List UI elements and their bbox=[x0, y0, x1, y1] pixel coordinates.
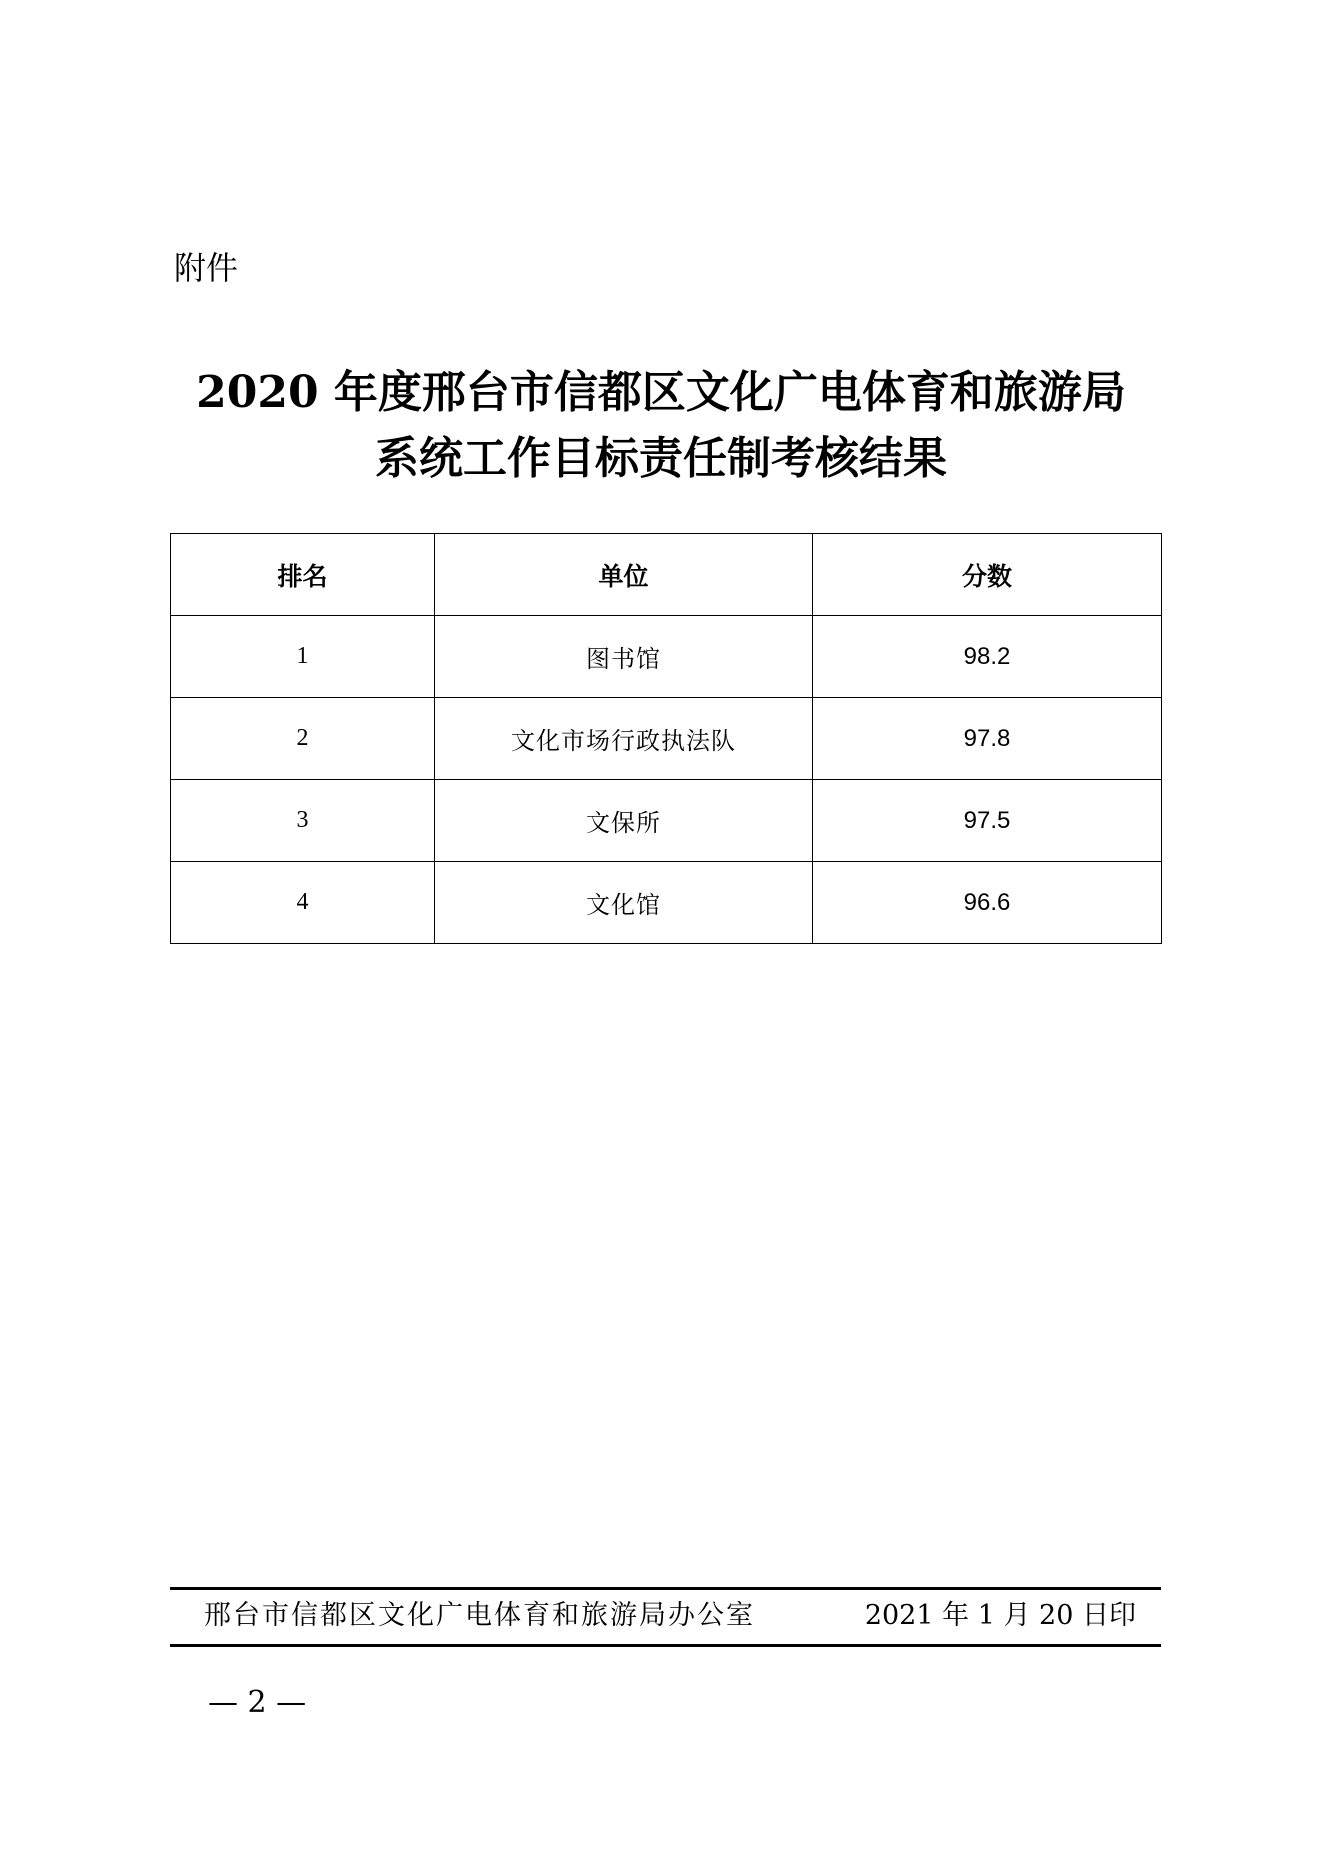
document-title bbox=[0, 360, 1322, 492]
unit-cell: 图书馆 bbox=[435, 616, 813, 698]
document-title-line-1: 2020 年度邢台市信都区文化广电体育和旅游局 bbox=[196, 367, 1126, 418]
score-cell: 97.5 bbox=[813, 780, 1162, 862]
table-row bbox=[171, 862, 1162, 944]
unit-cell: 文化馆 bbox=[435, 862, 813, 944]
table-row bbox=[171, 616, 1162, 698]
rank-cell: 1 bbox=[171, 616, 435, 698]
table-row bbox=[171, 698, 1162, 780]
header-score: 分数 bbox=[813, 534, 1162, 616]
footer-top-rule bbox=[170, 1587, 1161, 1590]
footer-bottom-rule bbox=[170, 1644, 1161, 1647]
table-header-row bbox=[171, 534, 1162, 616]
document-title-line-2: 系统工作目标责任制考核结果 bbox=[375, 433, 947, 484]
footer-organization: 邢台市信都区文化广电体育和旅游局办公室 bbox=[204, 1600, 755, 1631]
score-cell: 97.8 bbox=[813, 698, 1162, 780]
rank-cell: 2 bbox=[171, 698, 435, 780]
header-unit: 单位 bbox=[435, 534, 813, 616]
unit-cell: 文保所 bbox=[435, 780, 813, 862]
rank-cell: 3 bbox=[171, 780, 435, 862]
header-rank: 排名 bbox=[171, 534, 435, 616]
unit-cell: 文化市场行政执法队 bbox=[435, 698, 813, 780]
footer-print-date: 2021 年 1 月 20 日印 bbox=[864, 1600, 1136, 1631]
attachment-label: 附件 bbox=[174, 249, 239, 287]
score-cell: 96.6 bbox=[813, 862, 1162, 944]
results-table bbox=[170, 533, 1162, 944]
score-cell: 98.2 bbox=[813, 616, 1162, 698]
rank-cell: 4 bbox=[171, 862, 435, 944]
table-row bbox=[171, 780, 1162, 862]
page-number: — 2 — bbox=[208, 1685, 307, 1720]
